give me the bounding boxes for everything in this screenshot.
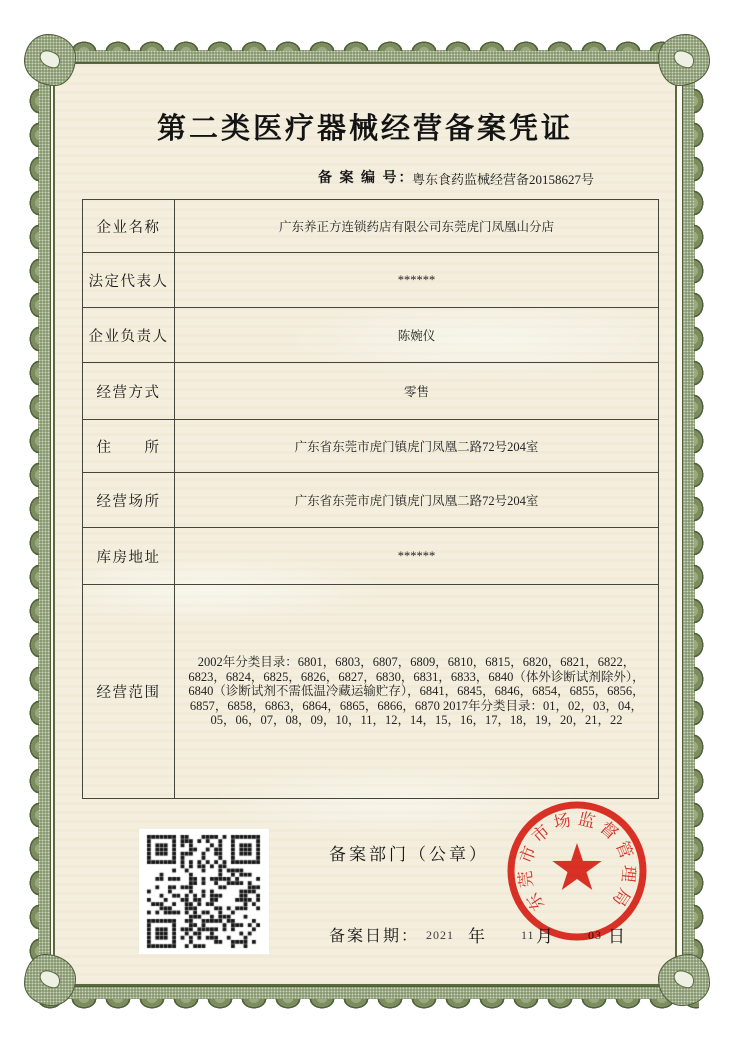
table-row xyxy=(83,585,658,798)
row-value: 广东养正方连锁药店有限公司东莞虎门凤凰山分店 xyxy=(278,220,554,234)
certificate-title: 第二类医疗器械经营备案凭证 xyxy=(156,113,573,145)
row-label: 住 所 xyxy=(83,420,175,472)
table-row xyxy=(83,253,658,308)
official-seal-stamp xyxy=(497,791,657,951)
table-row xyxy=(83,420,658,473)
row-label: 法定代表人 xyxy=(83,253,175,307)
row-value: ****** xyxy=(397,272,436,287)
table-row xyxy=(83,528,658,585)
border-corner-ornament xyxy=(24,954,76,1006)
seal-text: 东莞市市场监督管理局 xyxy=(515,809,639,915)
row-value: ****** xyxy=(397,548,436,563)
date-day: 03 xyxy=(588,928,602,942)
border-lace-right xyxy=(682,50,695,998)
date-day-unit: 日 xyxy=(608,927,625,946)
date-year: 2021 xyxy=(426,928,454,942)
border-corner-ornament xyxy=(24,34,76,86)
border-lace-top xyxy=(33,50,699,63)
border-corner-ornament xyxy=(658,954,710,1006)
record-number-row xyxy=(55,167,675,189)
date-month-unit: 月 xyxy=(536,927,553,946)
row-value: 2002年分类目录：6801，6803，6807，6809，6810，6815，6820，6821，6822，6823，6824，6825，6826，6827，6830，6831，6833，6840（体外诊断试剂除外），6840（诊断试剂不需低温冷藏运输贮存），6841，6845，6846，6854，6855，6856，6857，6858，6863，6864，6865，6866，6870 2017年分类目录：01，02，03，04，05，06，07，08，09，10，11，12，14，15，16，17，18，19，20，21，22 xyxy=(188,655,645,728)
seal-star-icon xyxy=(552,843,601,890)
row-value: 广东省东莞市虎门镇虎门凤凰二路72号204室 xyxy=(294,494,539,508)
border-lace-bottom xyxy=(33,986,699,999)
date-year-unit: 年 xyxy=(468,927,485,946)
record-number-value: 粤东食药监械经营备20158627号 xyxy=(412,172,595,187)
record-number-label: 备 案 编 号： xyxy=(318,171,415,186)
record-date-label: 备案日期： xyxy=(329,928,420,945)
table-row xyxy=(83,200,658,253)
row-label: 企业负责人 xyxy=(83,308,175,362)
row-label: 企业名称 xyxy=(83,200,175,252)
border-lace-left xyxy=(38,50,51,998)
row-value: 零售 xyxy=(403,385,429,399)
row-value: 广东省东莞市虎门镇虎门凤凰二路72号204室 xyxy=(294,440,539,454)
table-row xyxy=(83,308,658,363)
certificate-table xyxy=(82,199,659,799)
department-seal-label: 备案部门（公章） xyxy=(329,845,489,864)
row-label: 库房地址 xyxy=(83,528,175,584)
table-row xyxy=(83,363,658,420)
row-label: 经营范围 xyxy=(83,585,175,798)
row-label: 经营场所 xyxy=(83,473,175,527)
table-row xyxy=(83,473,658,528)
row-label: 经营方式 xyxy=(83,363,175,419)
date-month: 11 xyxy=(521,928,535,942)
row-value: 陈婉仪 xyxy=(397,329,436,343)
certificate-body xyxy=(53,62,677,986)
